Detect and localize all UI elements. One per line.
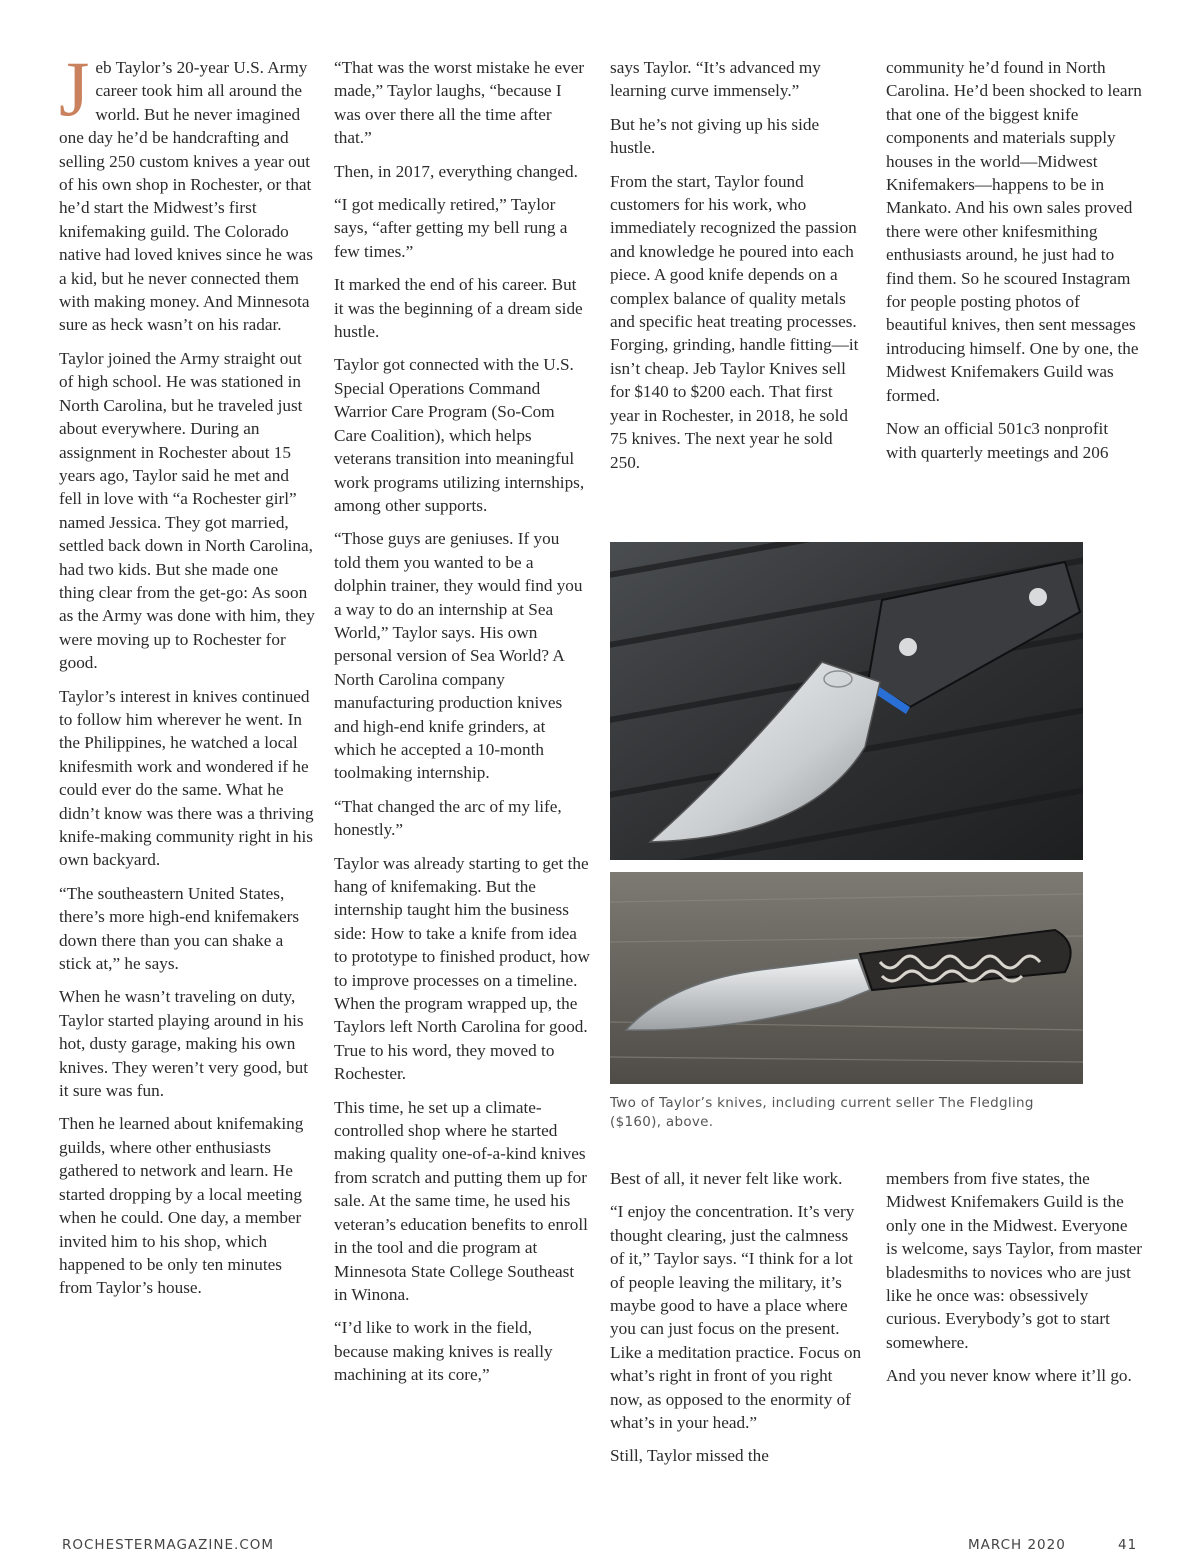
paragraph: Still, Taylor missed the [610,1446,769,1466]
paragraph: It marked the end of his career. But it was the beginning of a dream side hustle. [334,275,583,342]
paragraph: And you never know where it’ll go. [886,1366,1132,1386]
paragraph: Taylor was already starting to get the hang of knifemaking. But the internship taught him the business side: How to take a knife from idea to prototype to finished product, how to improve processes on a timeline. When the program wrapped up, the Taylors left North Carolina for good. True to his word, they moved to Rochester. [334,853,590,1084]
knife-photo-bottom [610,872,1083,1084]
paragraph: But he’s not giving up his side hustle. [610,114,820,158]
paragraph: “I enjoy the concentration. It’s very thought clearing, just the calmness of it,” Taylor says. “I think for a lot of people leaving the military, it’s maybe good to have a place where you can just focus on the present. Like a meditation practice. Focus on what’s right in front of you right now, as opposed to the enormity of what’s in your head.” [610,1202,862,1433]
photo-caption: Two of Taylor’s knives, including current seller The Fledgling ($160), above. [610,1095,1034,1130]
paragraph: From the start, Taylor found customers for his work, who immediately recognized the passion and knowledge he poured into each piece. A good knife depends on a complex balance of quality metals and specific heat treating processes. Forging, grinding, handle fitting—it isn’t cheap. Jeb Taylor Knives sell for $140 to $200 each. That first year in Rochester, in 2018, he sold 75 knives. The next year he sold 250. [610,171,859,472]
paragraph: Taylor got connected with the U.S. Special Operations Command Warrior Care Program (So-Com Care Coalition), which helps veterans transition into meaningful work programs utilizing internships, among other supports. [334,355,585,515]
article-column-3-lower [610,1167,866,1478]
article-column-4-lower [886,1167,1142,1398]
paragraph: Now an official 501c3 nonprofit with quarterly meetings and 206 [886,419,1109,462]
paragraph: “I got medically retired,” Taylor says, “after getting my bell rung a few times.” [334,195,568,261]
paragraph: Taylor’s interest in knives continued to follow him wherever he went. In the Philippines, he watched a local knifesmith work and wondered if he could ever do the same. What he didn’t know was there was a thriving knife-making community right in his own backyard. [59,686,314,870]
paragraph: Then he learned about knifemaking guilds, where other enthusiasts gathered to network and learn. He started dropping by a local meeting when he could. One day, a member invited him to his shop, which happened to be only ten minutes from Taylor’s house. [59,1114,304,1298]
paragraph: “That changed the arc of my life, honestly.” [334,796,562,840]
paragraph: “That was the worst mistake he ever made,” Taylor laughs, “because I was over there all the time after that.” [334,58,585,148]
article-column-4 [886,56,1142,474]
paragraph-text: eb Taylor’s 20-year U.S. Army career took him all around the world. But he never imagined one day he’d be handcrafting and selling 250 custom knives a year out of his own shop in Rochester, or that he’d start the Midwest’s first knifemaking guild. The Colorado native had loved knives since he was a kid, but he never connected them with making money. And Minnesota sure as heck wasn’t on his radar. [59,58,313,335]
paragraph: When he wasn’t traveling on duty, Taylor started playing around in his hot, dusty garage, making his own knives. They weren’t very good, but it sure was fun. [59,987,309,1101]
paragraph: community he’d found in North Carolina. He’d been shocked to learn that one of the biggest knife components and materials supply houses in the world—Midwest Knifemakers—happens to be in Mankato. And his own sales proved there were other knifesmithing enthusiasts around, he just had to find them. So he scoured Instagram for people posting photos of beautiful knives, then sent messages introducing himself. One by one, the Midwest Knifemakers Guild was formed. [886,58,1142,405]
footer-issue-date: MARCH 2020 [968,1537,1066,1553]
paragraph [59,45,315,337]
paragraph: Taylor joined the Army straight out of high school. He was stationed in North Carolina, but he traveled just about everywhere. During an assignment in Rochester about 15 years ago, Taylor said he met and fell in love with “a Rochester girl” named Jessica. They got married, settled back down in North Carolina, had two kids. But she made one thing clear from the get-go: As soon as the Army was done with him, they were moving up to Rochester for good. [59,348,315,673]
paragraph: “The southeastern United States, there’s more high-end knifemakers down there than you can shake a stick at,” he says. [59,883,300,974]
paragraph: members from five states, the Midwest Knifemakers Guild is the only one in the Midwest. Everyone is welcome, says Taylor, from master bladesmiths to novices who are just like he once was: obsessively curious. Everybody’s got to start somewhere. [886,1169,1143,1352]
paragraph: Best of all, it never felt like work. [610,1169,843,1188]
article-column-1 [59,45,315,1310]
paragraph: “I’d like to work in the field, because making knives is really machining at its core,” [334,1318,553,1385]
footer-website: ROCHESTERMAGAZINE.COM [62,1537,275,1553]
article-column-3 [610,56,866,484]
paragraph: says Taylor. “It’s advanced my learning curve immensely.” [610,58,821,101]
paragraph: Then, in 2017, everything changed. [334,161,578,181]
drop-cap: J [59,45,90,132]
knife-photo-top [610,542,1083,860]
page-number: 41 [1118,1537,1138,1553]
paragraph: This time, he set up a climate-controlled shop where he started making quality one-of-a-kind knives from scratch and putting them up for sale. At the same time, he used his veteran’s education benefits to enroll in the tool and die program at Minnesota State College Southeast in Winona. [334,1097,588,1304]
article-column-2 [334,56,590,1397]
paragraph: “Those guys are geniuses. If you told them you wanted to be a dolphin trainer, they would find you a way to do an internship at Sea World,” Taylor says. His own personal version of Sea World? A North Carolina company manufacturing production knives and high-end knife grinders, at which he accepted a 10-month toolmaking internship. [334,529,583,783]
